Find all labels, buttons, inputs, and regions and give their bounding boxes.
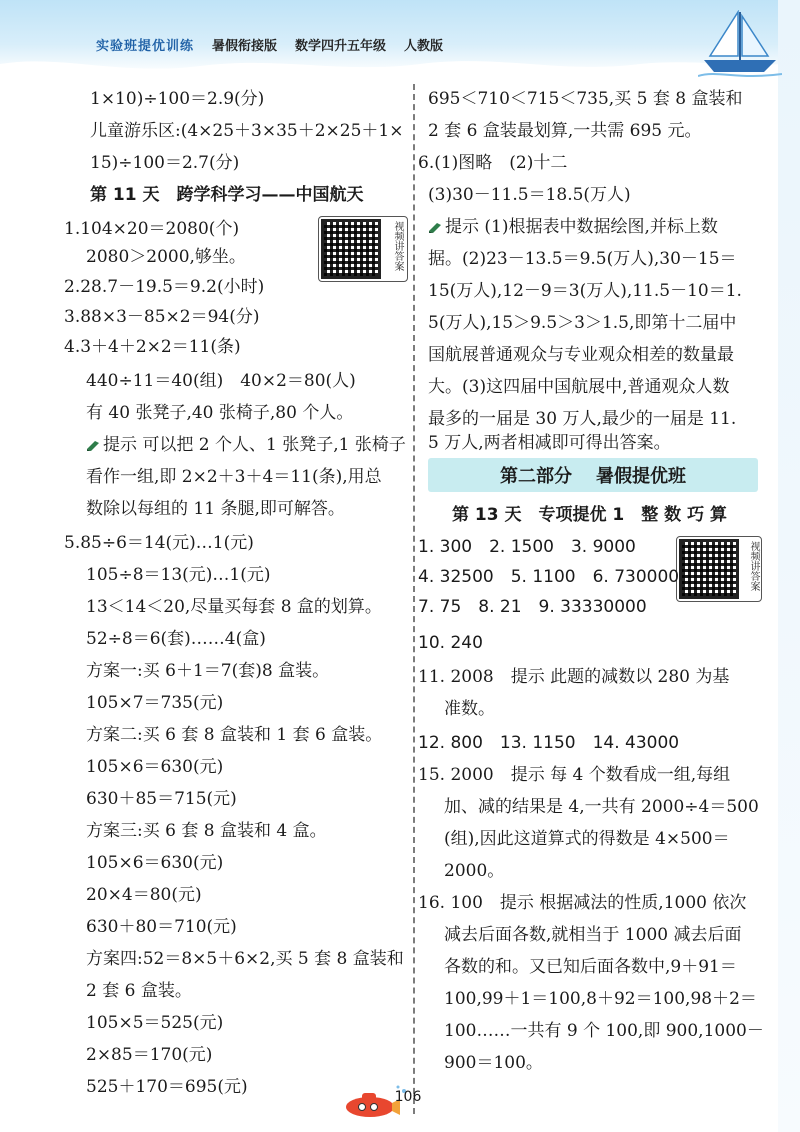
answer-line: 减去后面各数,就相当于 1000 减去后面: [444, 925, 742, 945]
column-divider: [413, 84, 415, 1114]
part-banner: [428, 458, 758, 492]
answer-text: 11. 2008 提示 此题的减数以 280 为基: [418, 667, 730, 687]
answer-line: 630＋80＝710(元): [86, 917, 237, 937]
answer-line: 100……一共有 9 个 100,即 900,1000－: [444, 1021, 764, 1041]
answer-line: 12. 800 13. 1150 14. 43000: [418, 733, 680, 753]
answer-line: 2000。: [444, 861, 505, 881]
answer-line: 4.3＋4＋2×2＝11(条): [64, 337, 241, 357]
qr-code-box: [676, 536, 762, 602]
hint-line: 据。(2)23－13.5＝9.5(万人),30－15＝: [428, 249, 737, 269]
answer-line: 6.(1)图略 (2)十二: [418, 153, 568, 173]
answer-line: 3.88×3－85×2＝94(分): [64, 307, 260, 327]
part-label: 第二部分: [500, 466, 572, 487]
hint-line: 大。(3)这四届中国航展中,普通观众人数: [428, 377, 730, 397]
answer-line: 1. 300 2. 1500 3. 9000: [418, 537, 636, 557]
answer-line: 16. 100 提示 根据减法的性质,1000 依次: [418, 893, 747, 913]
brand-title: 实验班提优训练: [96, 38, 195, 54]
answer-line: 100,99＋1＝100,8＋92＝100,98＋2＝: [444, 989, 757, 1009]
hint-line: 数除以每组的 11 条腿,即可解答。: [86, 499, 345, 519]
qr-code-box: [318, 216, 408, 282]
qr-label: 视频讲答案: [392, 221, 403, 271]
answer-line: 2 套 6 盒装最划算,一共需 695 元。: [428, 121, 702, 141]
qr-label: 视频讲答案: [748, 541, 759, 591]
page-edge-strip: [778, 0, 800, 1132]
edition-label: 暑假衔接版: [212, 38, 278, 54]
answer-line: 630＋85＝715(元): [86, 789, 237, 809]
answer-line: 2.28.7－19.5＝9.2(小时): [64, 277, 265, 297]
answer-line: 20×4＝80(元): [86, 885, 202, 905]
hint-line: 5(万人),15＞9.5＞3＞1.5,即第十二届中: [428, 313, 737, 333]
answer-line: 525＋170＝695(元): [86, 1077, 248, 1097]
answer-line: 2×85＝170(元): [86, 1045, 213, 1065]
hint-line: [86, 432, 406, 458]
answer-line: 105×6＝630(元): [86, 853, 224, 873]
answer-line: 准数。: [444, 699, 495, 719]
answer-line: 10. 240: [418, 633, 483, 653]
hint-text: 提示 可以把 2 个人、1 张凳子,1 张椅子: [103, 435, 406, 455]
answer-line: 有 40 张凳子,40 张椅子,80 个人。: [86, 403, 354, 423]
hint-line: 国航展普通观众与专业观众相差的数量最: [428, 345, 734, 365]
section-title-day-13: 第 13 天 专项提优 1 整 数 巧 算: [452, 505, 727, 525]
page-number: 106: [394, 1089, 422, 1105]
answer-line: 加、减的结果是 4,一共有 2000÷4＝500: [444, 797, 759, 817]
subject-label: 数学四升五年级: [295, 38, 387, 54]
answer-line: 105×6＝630(元): [86, 757, 224, 777]
qr-code: [321, 219, 381, 279]
answer-line: (组),因此这道算式的得数是 4×500＝: [444, 829, 730, 849]
answer-line: 2 套 6 盒装。: [86, 981, 192, 1001]
qr-code: [679, 539, 739, 599]
answer-line: 52÷8＝6(套)……4(盒): [86, 629, 266, 649]
hint-icon: [428, 221, 442, 233]
hint-line: 15(万人),12－9＝3(万人),11.5－10＝1.: [428, 281, 742, 301]
answer-line: 105×5＝525(元): [86, 1013, 224, 1033]
answer-line: 695＜710＜715＜735,买 5 套 8 盒装和: [428, 89, 743, 109]
hint-line: 5 万人,两者相减即可得出答案。: [428, 433, 671, 453]
answer-line: 7. 75 8. 21 9. 33330000: [418, 597, 647, 617]
header-title: [96, 34, 443, 54]
hint-line: 看作一组,即 2×2＋3＋4＝11(条),用总: [86, 467, 382, 487]
answer-line: (3)30－11.5＝18.5(万人): [428, 185, 631, 205]
answer-line: 105÷8＝13(元)…1(元): [86, 565, 271, 585]
answer-line: 15. 2000 提示 每 4 个数看成一组,每组: [418, 765, 731, 785]
answer-line: 方案二:买 6 套 8 盒装和 1 套 6 盒装。: [86, 725, 383, 745]
answer-line: 440÷11＝40(组) 40×2＝80(人): [86, 371, 356, 391]
answer-line: 1.104×20＝2080(个): [64, 219, 240, 239]
answer-line: 方案四:52＝8×5＋6×2,买 5 套 8 盒装和: [86, 949, 404, 969]
answer-line: 105×7＝735(元): [86, 693, 224, 713]
sailboat-icon: [698, 10, 782, 80]
answer-line: 1×10)÷100＝2.9(分): [90, 89, 265, 109]
answer-line: 方案一:买 6＋1＝7(套)8 盒装。: [86, 661, 330, 681]
answer-line: 15)÷100＝2.7(分): [90, 153, 240, 173]
answer-line: 各数的和。又已知后面各数中,9＋91＝: [444, 957, 737, 977]
answer-line: [418, 664, 729, 690]
publisher-label: 人教版: [404, 38, 444, 54]
answer-line: 4. 32500 5. 1100 6. 730000: [418, 567, 680, 587]
part-name: 暑假提优班: [596, 466, 686, 487]
hint-line: [428, 214, 718, 240]
answer-line: 5.85÷6＝14(元)…1(元): [64, 533, 254, 553]
hint-line: 最多的一届是 30 万人,最少的一届是 11.: [428, 409, 737, 429]
hint-icon: [86, 439, 100, 451]
section-title-day-11: 第 11 天 跨学科学习——中国航天: [90, 185, 364, 205]
answer-line: 方案三:买 6 套 8 盒装和 4 盒。: [86, 821, 327, 841]
answer-line: 900＝100。: [444, 1053, 543, 1073]
answer-line: 13＜14＜20,尽量买每套 8 盒的划算。: [86, 597, 382, 617]
answer-line: 2080＞2000,够坐。: [86, 247, 246, 267]
wave-decoration: [0, 54, 800, 78]
hint-text: 提示 (1)根据表中数据绘图,并标上数: [445, 217, 718, 237]
answer-line: 儿童游乐区:(4×25＋3×35＋2×25＋1×: [90, 121, 404, 141]
